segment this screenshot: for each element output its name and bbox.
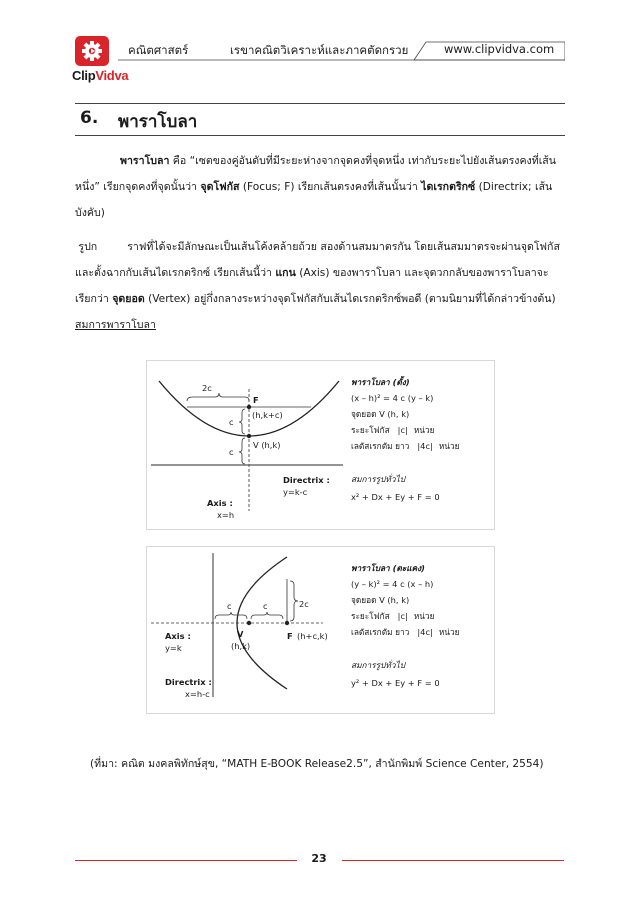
label-directrix-eq: y=k-c <box>283 487 308 497</box>
source-citation: (ที่มา: คณิต มงคลพิทักษ์สุข, “MATH E-BOOK Release2.5”, สำนักพิมพ์ Science Center, 2554) <box>90 758 544 770</box>
page-number: 23 <box>311 852 327 865</box>
label-focus-F: F <box>287 631 293 641</box>
vertex-point <box>247 621 251 625</box>
label-focus-coord: (h,k+c) <box>252 410 283 420</box>
header-subject: คณิตศาสตร์ <box>128 43 189 57</box>
figure-horizontal-parabola <box>146 546 495 714</box>
label-axis-title: Axis : <box>165 631 191 641</box>
brace-c-bottom <box>239 438 245 464</box>
brace-c-left <box>215 612 247 619</box>
label-directrix-title: Directrix : <box>283 475 330 485</box>
label-vertex-coord: (h,k) <box>231 641 251 651</box>
vertex-point <box>247 434 251 438</box>
focus-point <box>285 621 289 625</box>
section-title: พาราโบลา <box>118 112 198 132</box>
label-2c: 2c <box>202 383 212 393</box>
footer-rule-right <box>342 860 564 861</box>
label-vertex: V (h,k) <box>253 440 281 450</box>
logo-wordmark: ClipVidva <box>72 68 129 83</box>
label-directrix-title: Directrix : <box>165 677 212 687</box>
label-c-top: c <box>229 417 234 427</box>
info-latus-rectum: เลตัสเรกตัม ยาว |4c| หน่วย <box>351 627 460 637</box>
info-general-eq: x² + Dx + Ey + F = 0 <box>351 492 440 502</box>
section-rule-top <box>75 103 565 104</box>
term-axis: แกน <box>275 267 296 279</box>
label-directrix-eq: x=h-c <box>185 689 210 699</box>
brace-2c <box>187 393 249 401</box>
term-focus: จุดโฟกัส <box>200 181 240 193</box>
label-vertex-V: V <box>237 629 244 639</box>
label-2c: 2c <box>299 599 309 609</box>
header-website[interactable]: www.clipvidva.com <box>444 42 555 56</box>
focus-point <box>247 405 251 409</box>
equations-heading: สมการพาราโบลา <box>75 319 156 331</box>
info-latus-rectum: เลตัสเรกตัม ยาว |4c| หน่วย <box>351 441 460 451</box>
term-directrix: ไดเรกตริกซ์ <box>421 181 476 193</box>
brace-c-right <box>251 612 283 619</box>
info-title: พาราโบลา (ตะแคง) <box>351 563 425 573</box>
label-axis-title: Axis : <box>207 498 233 508</box>
label-c-right: c <box>263 601 268 611</box>
info-general-title: สมการรูปทั่วไป <box>351 660 405 670</box>
definition-paragraph: พาราโบลา คือ “เซตของคู่อันดับที่มีระยะห่างจากจุดคงที่จุดหนึ่ง เท่ากับระยะไปยังเส้นตรงคงที่เส้นหนึ่ง” เรียกจุดคงที่จุดนั้นว่า จุดโฟกัส (Focus; F) เรียกเส้นตรงคงที่เส้นนั้นว่า ไดเรกตริกซ์ (Directrix; เส้นบังคับ) <box>75 155 557 219</box>
brace-2c <box>290 581 298 621</box>
info-equation: (x – h)² = 4 c (y – k) <box>351 393 434 403</box>
info-general-title: สมการรูปทั่วไป <box>351 474 405 484</box>
shape-paragraph: รูปก ราฟที่ได้จะมีลักษณะเป็นเส้นโค้งคล้ายถ้วย สองด้านสมมาตรกัน โดยเส้นสมมาตรจะผ่านจุดโฟกัสและตั้งฉากกับเส้นไดเรกตริกซ์ เรียกเส้นนี้ว่า แกน (Axis) ของพาราโบลา และจุดวกกลับของพาราโบลาจะเรียกว่า จุดยอด (Vertex) อยู่กึ่งกลางระหว่างจุดโฟกัสกับเส้นไดเรกตริกซ์พอดี (ตามนิยามที่ได้กล่าวข้างต้น) <box>75 241 560 305</box>
info-vertex: จุดยอด V (h, k) <box>351 409 410 419</box>
info-equation: (y – k)² = 4 c (x – h) <box>351 579 434 589</box>
label-focus-coord: (h+c,k) <box>297 631 328 641</box>
label-c-bottom: c <box>229 447 234 457</box>
header-topic: เรขาคณิตวิเคราะห์และภาคตัดกรวย <box>230 43 409 57</box>
term-vertex: จุดยอด <box>112 293 145 305</box>
footer-rule-left <box>75 860 297 861</box>
label-c-left: c <box>227 601 232 611</box>
label-axis-eq: x=h <box>217 510 235 520</box>
label-axis-eq: y=k <box>165 643 182 653</box>
info-focal-length: ระยะโฟกัส |c| หน่วย <box>351 425 435 435</box>
gear-icon <box>81 40 103 62</box>
figure-vertical-parabola <box>146 360 495 530</box>
info-focal-length: ระยะโฟกัส |c| หน่วย <box>351 611 435 621</box>
label-focus-F: F <box>253 395 259 405</box>
info-title: พาราโบลา (ตั้ง) <box>351 377 410 387</box>
info-vertex: จุดยอด V (h, k) <box>351 595 410 605</box>
section-rule-bottom <box>75 135 565 136</box>
section-number: 6. <box>80 108 99 128</box>
info-general-eq: y² + Dx + Ey + F = 0 <box>351 678 440 688</box>
term-parabola: พาราโบลา <box>120 155 170 167</box>
brace-c-top <box>239 409 245 434</box>
page-header <box>0 0 638 90</box>
